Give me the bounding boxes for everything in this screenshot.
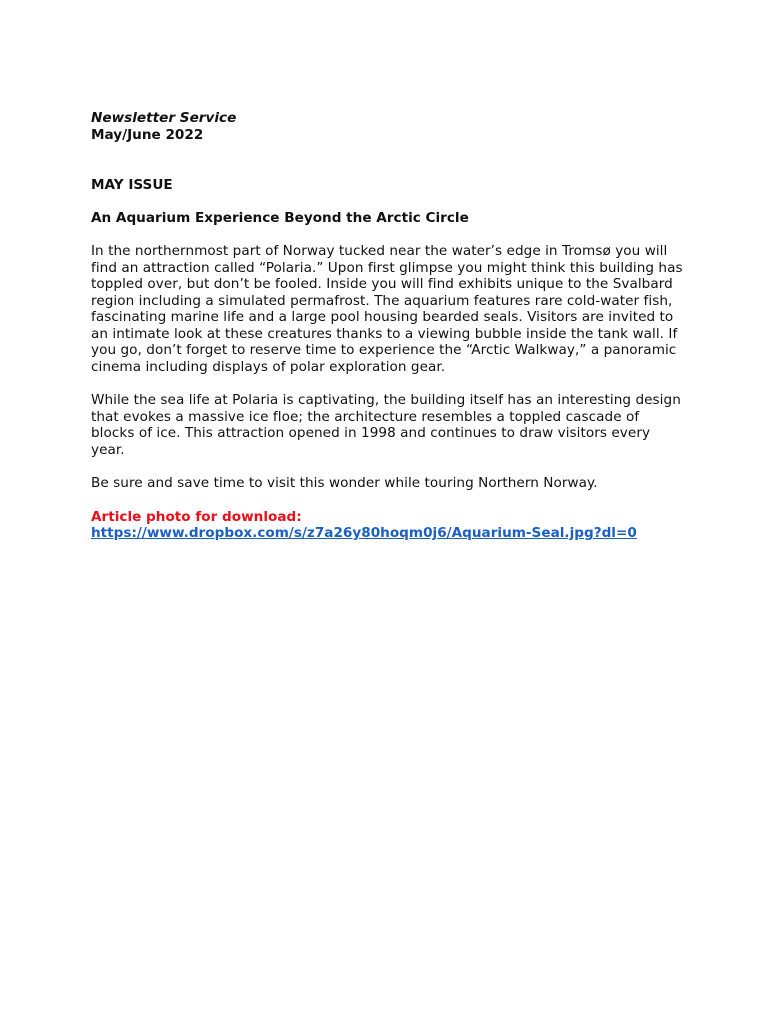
photo-download-label: Article photo for download: [91, 508, 302, 525]
article-title: An Aquarium Experience Beyond the Arctic Circle [91, 209, 469, 226]
article-paragraph-1: In the northernmost part of Norway tucked near the water’s edge in Tromsø you will find an attraction called “Polaria.” Upon first glimpse you might think this building has toppled over, but don’t be fooled. Inside you will find exhibits unique to the Svalbard region including a simulated permafrost. The aquarium features rare cold-water fish, fascinating marine life and a large pool housing bearded seals. Visitors are invited to an intimate look at these creatures thanks to a viewing bubble inside the tank wall. If you go, don’t forget to reserve time to experience the “Arctic Walkway,” a panoramic cinema including displays of polar exploration gear. [91, 243, 683, 375]
issue-date: May/June 2022 [91, 126, 204, 143]
article-paragraph-2: While the sea life at Polaria is captivating, the building itself has an interesting design that evokes a massive ice floe; the architecture resembles a toppled cascade of blocks of ice. This attraction opened in 1998 and continues to draw visitors every year. [91, 392, 681, 458]
photo-download-link[interactable]: https://www.dropbox.com/s/z7a26y80hoqm0j6/Aquarium-Seal.jpg?dl=0 [91, 525, 637, 541]
newsletter-body [91, 110, 683, 542]
issue-heading: MAY ISSUE [91, 177, 173, 193]
newsletter-service-heading: Newsletter Service [91, 110, 237, 126]
article-paragraph-3: Be sure and save time to visit this wonder while touring Northern Norway. [91, 475, 598, 491]
